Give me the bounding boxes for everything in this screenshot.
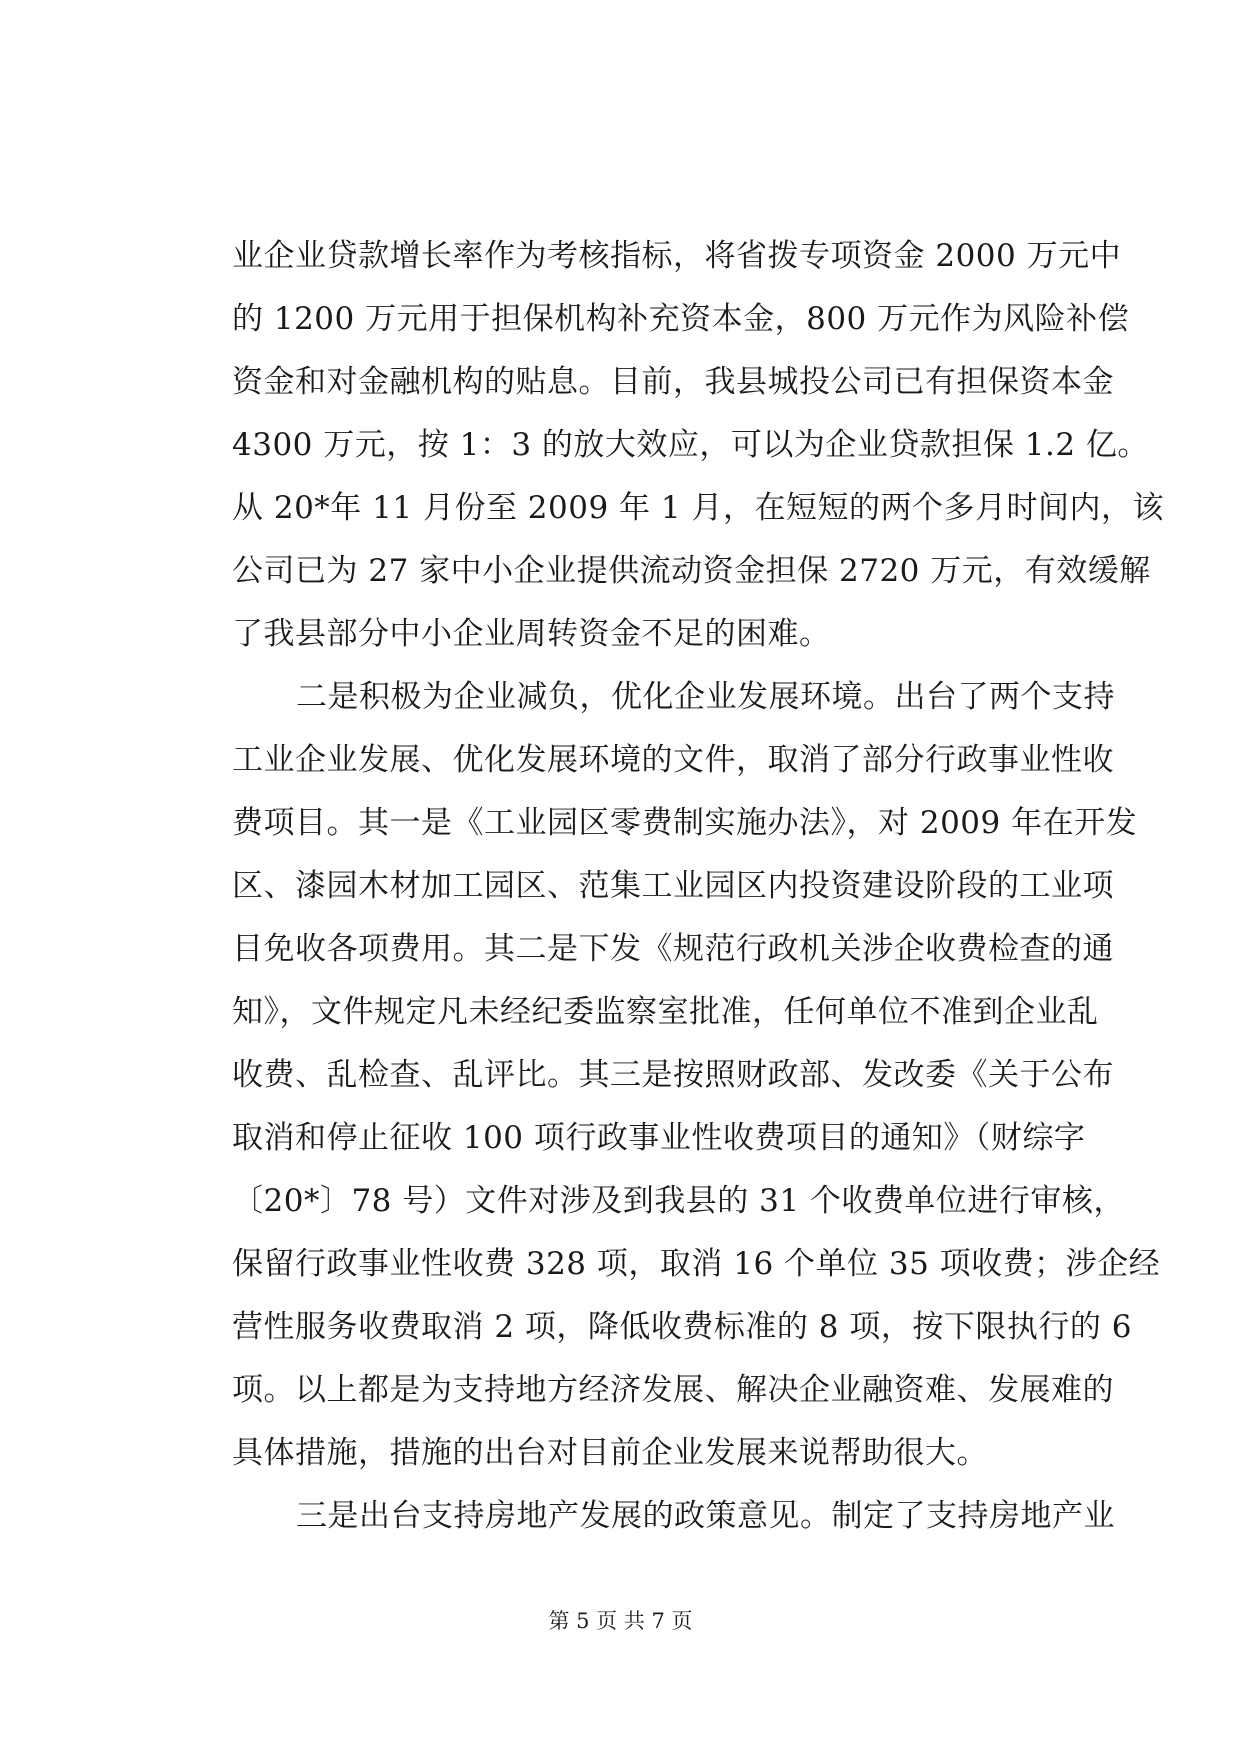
text-line: 的 1200 万元用于担保机构补充资本金，800 万元作为风险补偿 [232,301,1130,337]
text-line: 区、漆园木材加工园区、范集工业园区内投资建设阶段的工业项 [232,868,1114,904]
text-line: 知》，文件规定凡未经纪委监察室批准，任何单位不准到企业乱 [232,994,1099,1030]
text-line: 具体措施，措施的出台对目前企业发展来说帮助很大。 [232,1435,988,1471]
text-line: 工业企业发展、优化发展环境的文件，取消了部分行政事业性收 [232,742,1114,778]
text-line: 目免收各项费用。其二是下发《规范行政机关涉企收费检查的通 [232,931,1114,967]
text-line: 费项目。其一是《工业园区零费制实施办法》，对 2009 年在开发 [232,805,1138,841]
text-line: 营性服务收费取消 2 项，降低收费标准的 8 项，按下限执行的 6 [232,1309,1132,1345]
text-line: 了我县部分中小企业周转资金不足的困难。 [232,616,831,652]
text-line: 〔20*〕78 号）文件对涉及到我县的 31 个收费单位进行审核， [232,1183,1125,1219]
text-line: 公司已为 27 家中小企业提供流动资金担保 2720 万元，有效缓解 [232,553,1151,589]
text-line: 资金和对金融机构的贴息。目前，我县城投公司已有担保资本金 [232,364,1114,400]
page-number-footer: 第 5 页 共 7 页 [548,1609,693,1633]
text-line: 4300 万元，按 1：3 的放大效应，可以为企业贷款担保 1.2 亿。 [232,427,1149,463]
text-line: 收费、乱检查、乱评比。其三是按照财政部、发改委《关于公布 [232,1057,1114,1093]
paragraph-start-line: 二是积极为企业减负，优化企业发展环境。出台了两个支持 [296,679,1115,715]
text-line: 保留行政事业性收费 328 项，取消 16 个单位 35 项收费；涉企经 [232,1246,1161,1282]
text-line: 取消和停止征收 100 项行政事业性收费项目的通知》（财综字 [232,1120,1086,1156]
paragraph-start-line: 三是出台支持房地产发展的政策意见。制定了支持房地产业 [296,1498,1115,1534]
text-line: 从 20*年 11 月份至 2009 年 1 月，在短短的两个多月时间内，该 [232,490,1164,526]
document-body [232,225,1164,1548]
text-line: 项。以上都是为支持地方经济发展、解决企业融资难、发展难的 [232,1372,1114,1408]
text-line: 业企业贷款增长率作为考核指标，将省拨专项资金 2000 万元中 [232,238,1122,274]
